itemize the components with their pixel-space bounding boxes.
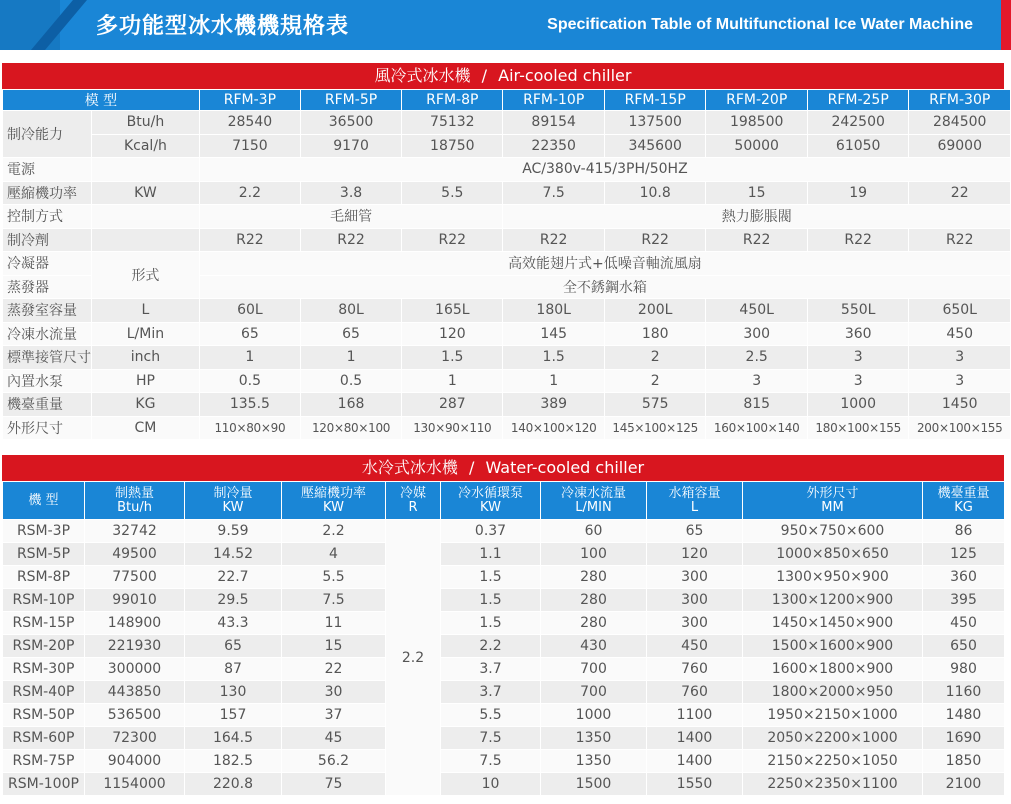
- value-cell: 3: [909, 346, 1011, 370]
- dimension-row: [3, 416, 1011, 440]
- value-cell: 145: [503, 322, 605, 346]
- value-cell: 10.8: [604, 181, 706, 205]
- value-cell: 1.5: [402, 346, 503, 370]
- value-cell: 180L: [503, 299, 605, 323]
- value-cell: R22: [807, 228, 909, 252]
- value-cell: 1.5: [441, 566, 541, 589]
- value-cell: 165L: [402, 299, 503, 323]
- value-cell: 4: [282, 543, 386, 566]
- refrigerant-value: 2.2: [386, 520, 441, 796]
- value-cell: 毛細管: [199, 205, 503, 229]
- value-cell: 0.5: [199, 369, 300, 393]
- value-cell: 1154000: [85, 773, 185, 796]
- value-cell: 5.5: [282, 566, 386, 589]
- condenser-row: [3, 252, 1011, 276]
- value-cell: 345600: [604, 134, 706, 158]
- value-cell: 1500: [541, 773, 647, 796]
- water-table-row: [3, 589, 1005, 612]
- model-name: RFM-10P: [503, 90, 605, 111]
- value-cell: 284500: [909, 111, 1011, 135]
- value-cell: R22: [909, 228, 1011, 252]
- page-title-en: Specification Table of Multifunctional Ice Water Machine: [547, 16, 973, 33]
- weight-row: [3, 393, 1011, 417]
- value-cell: 2: [604, 346, 706, 370]
- row-label: 制冷能力: [3, 111, 92, 158]
- value-cell: 125: [923, 543, 1005, 566]
- model-name: RSM-10P: [3, 589, 85, 612]
- row-unit: 形式: [92, 252, 200, 299]
- value-cell: 450: [909, 322, 1011, 346]
- refrigerant-row: [3, 228, 1011, 252]
- water-band-separator: /: [468, 458, 475, 477]
- value-cell: 300: [706, 322, 808, 346]
- column-header: [185, 482, 282, 520]
- value-cell: 18750: [402, 134, 503, 158]
- value-cell: 22: [909, 181, 1011, 205]
- value-cell: 3.7: [441, 681, 541, 704]
- row-label: 制冷劑: [3, 228, 92, 252]
- value-cell: 2: [604, 369, 706, 393]
- value-cell: 137500: [604, 111, 706, 135]
- value-cell: 430: [541, 635, 647, 658]
- row-label: 電源: [3, 158, 92, 182]
- value-cell: 360: [923, 566, 1005, 589]
- value-cell: 3: [909, 369, 1011, 393]
- value-cell: 2100: [923, 773, 1005, 796]
- value-cell: 650L: [909, 299, 1011, 323]
- row-unit: KG: [92, 393, 200, 417]
- btu-row: [3, 111, 1011, 135]
- model-name: RSM-75P: [3, 750, 85, 773]
- column-header: [541, 482, 647, 520]
- row-unit: L: [92, 299, 200, 323]
- kcal-row: [3, 134, 1011, 158]
- value-cell: 130: [185, 681, 282, 704]
- row-label: 蒸發器: [3, 275, 92, 299]
- water-table-row: [3, 681, 1005, 704]
- value-cell: 3: [807, 346, 909, 370]
- value-cell: 75132: [402, 111, 503, 135]
- water-table-row: [3, 635, 1005, 658]
- value-cell: 536500: [85, 704, 185, 727]
- value-cell: 443850: [85, 681, 185, 704]
- header-unit: R: [408, 499, 418, 515]
- compressor-row: [3, 181, 1011, 205]
- value-cell: 1160: [923, 681, 1005, 704]
- model-name: RFM-15P: [604, 90, 706, 111]
- value-cell: 15: [706, 181, 808, 205]
- value-cell: 1800×2000×950: [743, 681, 923, 704]
- water-table-row: [3, 773, 1005, 796]
- water-table-row: [3, 750, 1005, 773]
- row-label: 冷凍水流量: [3, 322, 92, 346]
- value-cell: 22350: [503, 134, 605, 158]
- row-label: 控制方式: [3, 205, 92, 229]
- value-cell: 130×90×110: [402, 416, 503, 440]
- value-cell: 198500: [706, 111, 808, 135]
- header-title: 外形尺寸: [806, 485, 859, 501]
- value-cell: 395: [923, 589, 1005, 612]
- model-name: RFM-5P: [300, 90, 401, 111]
- value-cell: 904000: [85, 750, 185, 773]
- value-cell: 9.59: [185, 520, 282, 543]
- value-cell: 1.1: [441, 543, 541, 566]
- value-cell: 3: [706, 369, 808, 393]
- row-label: 機臺重量: [3, 393, 92, 417]
- value-cell: 2.5: [706, 346, 808, 370]
- row-label: 冷凝器: [3, 252, 92, 276]
- water-band-cn: 水冷式冰水機: [361, 458, 458, 477]
- water-header-row: [3, 482, 1005, 520]
- value-cell: R22: [706, 228, 808, 252]
- row-label: 內置水泵: [3, 369, 92, 393]
- value-cell: 10: [441, 773, 541, 796]
- value-cell: AC/380v-415/3PH/50HZ: [199, 158, 1010, 182]
- row-label: 壓縮機功率: [3, 181, 92, 205]
- value-cell: 43.3: [185, 612, 282, 635]
- value-cell: 450: [647, 635, 743, 658]
- pipe-size-row: [3, 346, 1011, 370]
- value-cell: 650: [923, 635, 1005, 658]
- model-name: RFM-20P: [706, 90, 808, 111]
- power-row: [3, 158, 1011, 182]
- value-cell: 15: [282, 635, 386, 658]
- header-unit: KW: [480, 499, 501, 515]
- column-header: [441, 482, 541, 520]
- model-name: RSM-3P: [3, 520, 85, 543]
- water-cooled-section-header: [2, 455, 1004, 481]
- value-cell: 7.5: [282, 589, 386, 612]
- row-label: 外形尺寸: [3, 416, 92, 440]
- value-cell: 87: [185, 658, 282, 681]
- value-cell: 1.5: [441, 612, 541, 635]
- value-cell: 65: [185, 635, 282, 658]
- header-title: 冷凍水流量: [560, 485, 626, 501]
- value-cell: 72300: [85, 727, 185, 750]
- value-cell: 1450×1450×900: [743, 612, 923, 635]
- value-cell: 60L: [199, 299, 300, 323]
- value-cell: 65: [199, 322, 300, 346]
- value-cell: 160×100×140: [706, 416, 808, 440]
- value-cell: 2.2: [199, 181, 300, 205]
- header-title: 冷媒: [399, 485, 426, 501]
- column-header: [923, 482, 1005, 520]
- value-cell: 2150×2250×1050: [743, 750, 923, 773]
- model-name: RSM-20P: [3, 635, 85, 658]
- water-table-row: [3, 543, 1005, 566]
- water-table-row: [3, 658, 1005, 681]
- air-band-en: Air-cooled chiller: [498, 66, 632, 85]
- value-cell: 287: [402, 393, 503, 417]
- value-cell: 1480: [923, 704, 1005, 727]
- model-name: RSM-8P: [3, 566, 85, 589]
- header-title: 水箱容量: [668, 485, 721, 501]
- value-cell: 1000×850×650: [743, 543, 923, 566]
- value-cell: 7.5: [441, 750, 541, 773]
- water-table-row: [3, 520, 1005, 543]
- model-name: RFM-8P: [402, 90, 503, 111]
- header-title: 制冷量: [213, 485, 253, 501]
- value-cell: 280: [541, 589, 647, 612]
- value-cell: 300: [647, 612, 743, 635]
- value-cell: 19: [807, 181, 909, 205]
- value-cell: 1600×1800×900: [743, 658, 923, 681]
- header-unit: KG: [954, 499, 973, 515]
- row-label: 標準接管尺寸: [3, 346, 92, 370]
- water-cooled-spec-table: [2, 481, 1005, 796]
- value-cell: R22: [300, 228, 401, 252]
- header-unit: Btu/h: [117, 499, 152, 515]
- value-cell: 280: [541, 612, 647, 635]
- value-cell: R22: [402, 228, 503, 252]
- row-unit: Btu/h: [92, 111, 200, 135]
- value-cell: 5.5: [402, 181, 503, 205]
- empty-cell: [92, 228, 200, 252]
- value-cell: 50000: [706, 134, 808, 158]
- value-cell: 550L: [807, 299, 909, 323]
- value-cell: 全不銹鋼水箱: [199, 275, 1010, 299]
- value-cell: 5.5: [441, 704, 541, 727]
- value-cell: 1450: [909, 393, 1011, 417]
- value-cell: 389: [503, 393, 605, 417]
- value-cell: 1690: [923, 727, 1005, 750]
- value-cell: 29.5: [185, 589, 282, 612]
- model-header: 模 型: [3, 90, 200, 111]
- value-cell: 9170: [300, 134, 401, 158]
- model-name: RSM-100P: [3, 773, 85, 796]
- header-unit: L/MIN: [575, 499, 612, 515]
- column-header: [282, 482, 386, 520]
- value-cell: 140×100×120: [503, 416, 605, 440]
- value-cell: 3.8: [300, 181, 401, 205]
- value-cell: 3: [807, 369, 909, 393]
- value-cell: 575: [604, 393, 706, 417]
- model-name: RSM-15P: [3, 612, 85, 635]
- value-cell: 950×750×600: [743, 520, 923, 543]
- value-cell: 89154: [503, 111, 605, 135]
- value-cell: 815: [706, 393, 808, 417]
- value-cell: 65: [300, 322, 401, 346]
- value-cell: 11: [282, 612, 386, 635]
- pump-row: [3, 369, 1011, 393]
- value-cell: 1400: [647, 727, 743, 750]
- model-name: RSM-60P: [3, 727, 85, 750]
- value-cell: 69000: [909, 134, 1011, 158]
- water-band-en: Water-cooled chiller: [485, 458, 645, 477]
- value-cell: 45: [282, 727, 386, 750]
- header-title: 制熱量: [114, 485, 154, 501]
- value-cell: 28540: [199, 111, 300, 135]
- value-cell: 22.7: [185, 566, 282, 589]
- header-unit: KW: [222, 499, 244, 515]
- value-cell: 221930: [85, 635, 185, 658]
- value-cell: 164.5: [185, 727, 282, 750]
- model-name: RSM-5P: [3, 543, 85, 566]
- title-banner: [0, 0, 1011, 50]
- column-header: [3, 482, 85, 520]
- value-cell: 高效能翅片式+低噪音軸流風扇: [199, 252, 1010, 276]
- air-cooled-spec-table: [2, 89, 1011, 440]
- value-cell: 30: [282, 681, 386, 704]
- value-cell: 3.7: [441, 658, 541, 681]
- value-cell: 2.2: [441, 635, 541, 658]
- model-name: RFM-3P: [199, 90, 300, 111]
- value-cell: 148900: [85, 612, 185, 635]
- row-unit: inch: [92, 346, 200, 370]
- value-cell: 110×80×90: [199, 416, 300, 440]
- model-name: RFM-30P: [909, 90, 1011, 111]
- value-cell: 1.5: [441, 589, 541, 612]
- header-unit: MM: [821, 499, 844, 515]
- value-cell: 1: [503, 369, 605, 393]
- water-table-row: [3, 704, 1005, 727]
- value-cell: 980: [923, 658, 1005, 681]
- value-cell: 220.8: [185, 773, 282, 796]
- value-cell: 1350: [541, 750, 647, 773]
- value-cell: 37: [282, 704, 386, 727]
- value-cell: R22: [604, 228, 706, 252]
- value-cell: 99010: [85, 589, 185, 612]
- value-cell: 1.5: [503, 346, 605, 370]
- value-cell: 200×100×155: [909, 416, 1011, 440]
- value-cell: 1400: [647, 750, 743, 773]
- value-cell: 242500: [807, 111, 909, 135]
- value-cell: R22: [199, 228, 300, 252]
- value-cell: 100: [541, 543, 647, 566]
- row-unit: L/Min: [92, 322, 200, 346]
- value-cell: 0.37: [441, 520, 541, 543]
- value-cell: 1500×1600×900: [743, 635, 923, 658]
- water-table-row: [3, 612, 1005, 635]
- value-cell: 1: [402, 369, 503, 393]
- value-cell: 700: [541, 658, 647, 681]
- header-title: 機臺重量: [937, 485, 990, 501]
- header-title: 機 型: [28, 492, 59, 508]
- value-cell: 180×100×155: [807, 416, 909, 440]
- value-cell: 1000: [541, 704, 647, 727]
- column-header: [743, 482, 923, 520]
- value-cell: 56.2: [282, 750, 386, 773]
- model-name: RSM-50P: [3, 704, 85, 727]
- header-title: 壓縮機功率: [300, 485, 366, 501]
- value-cell: 77500: [85, 566, 185, 589]
- value-cell: 2250×2350×1100: [743, 773, 923, 796]
- water-table-row: [3, 566, 1005, 589]
- row-unit: KW: [92, 181, 200, 205]
- value-cell: 1550: [647, 773, 743, 796]
- value-cell: 1: [300, 346, 401, 370]
- air-header-row: [3, 90, 1011, 111]
- header-title: 冷水循環泵: [457, 485, 523, 501]
- air-cooled-section-header: [2, 63, 1004, 89]
- value-cell: 120: [402, 322, 503, 346]
- value-cell: 200L: [604, 299, 706, 323]
- value-cell: 157: [185, 704, 282, 727]
- value-cell: 1300×1200×900: [743, 589, 923, 612]
- model-name: RSM-30P: [3, 658, 85, 681]
- column-header: [85, 482, 185, 520]
- value-cell: 7.5: [441, 727, 541, 750]
- value-cell: 2.2: [282, 520, 386, 543]
- air-band-separator: /: [481, 66, 488, 85]
- value-cell: 1000: [807, 393, 909, 417]
- value-cell: 60: [541, 520, 647, 543]
- row-unit: HP: [92, 369, 200, 393]
- value-cell: 1100: [647, 704, 743, 727]
- value-cell: 14.52: [185, 543, 282, 566]
- value-cell: 145×100×125: [604, 416, 706, 440]
- value-cell: 120: [647, 543, 743, 566]
- header-unit: KW: [323, 499, 344, 515]
- value-cell: 1350: [541, 727, 647, 750]
- page-title-cn: 多功能型冰水機機規格表: [96, 14, 350, 39]
- value-cell: 1300×950×900: [743, 566, 923, 589]
- value-cell: 61050: [807, 134, 909, 158]
- value-cell: 7150: [199, 134, 300, 158]
- value-cell: 80L: [300, 299, 401, 323]
- value-cell: 1950×2150×1000: [743, 704, 923, 727]
- value-cell: 熱力膨脹閥: [503, 205, 1011, 229]
- value-cell: 450: [923, 612, 1005, 635]
- value-cell: 1850: [923, 750, 1005, 773]
- value-cell: 300: [647, 589, 743, 612]
- value-cell: 180: [604, 322, 706, 346]
- control-row: [3, 205, 1011, 229]
- value-cell: 135.5: [199, 393, 300, 417]
- value-cell: 182.5: [185, 750, 282, 773]
- value-cell: 760: [647, 681, 743, 704]
- value-cell: 700: [541, 681, 647, 704]
- value-cell: 360: [807, 322, 909, 346]
- value-cell: 2050×2200×1000: [743, 727, 923, 750]
- value-cell: 22: [282, 658, 386, 681]
- value-cell: 75: [282, 773, 386, 796]
- banner-red-tab: [1001, 0, 1011, 50]
- value-cell: 168: [300, 393, 401, 417]
- value-cell: 300000: [85, 658, 185, 681]
- value-cell: 86: [923, 520, 1005, 543]
- empty-cell: [92, 158, 200, 182]
- value-cell: 760: [647, 658, 743, 681]
- value-cell: 36500: [300, 111, 401, 135]
- value-cell: 65: [647, 520, 743, 543]
- model-name: RFM-25P: [807, 90, 909, 111]
- header-unit: L: [690, 499, 699, 515]
- row-unit: CM: [92, 416, 200, 440]
- value-cell: 280: [541, 566, 647, 589]
- value-cell: 120×80×100: [300, 416, 401, 440]
- value-cell: 49500: [85, 543, 185, 566]
- row-label: 蒸發室容量: [3, 299, 92, 323]
- value-cell: 0.5: [300, 369, 401, 393]
- evaporator-capacity-row: [3, 299, 1011, 323]
- water-flow-row: [3, 322, 1011, 346]
- air-band-cn: 風冷式冰水機: [374, 66, 471, 85]
- value-cell: R22: [503, 228, 605, 252]
- value-cell: 32742: [85, 520, 185, 543]
- column-header: [647, 482, 743, 520]
- value-cell: 300: [647, 566, 743, 589]
- value-cell: 7.5: [503, 181, 605, 205]
- row-unit: Kcal/h: [92, 134, 200, 158]
- value-cell: 1: [199, 346, 300, 370]
- value-cell: 450L: [706, 299, 808, 323]
- empty-cell: [92, 205, 200, 229]
- model-name: RSM-40P: [3, 681, 85, 704]
- water-table-row: [3, 727, 1005, 750]
- column-header: [386, 482, 441, 520]
